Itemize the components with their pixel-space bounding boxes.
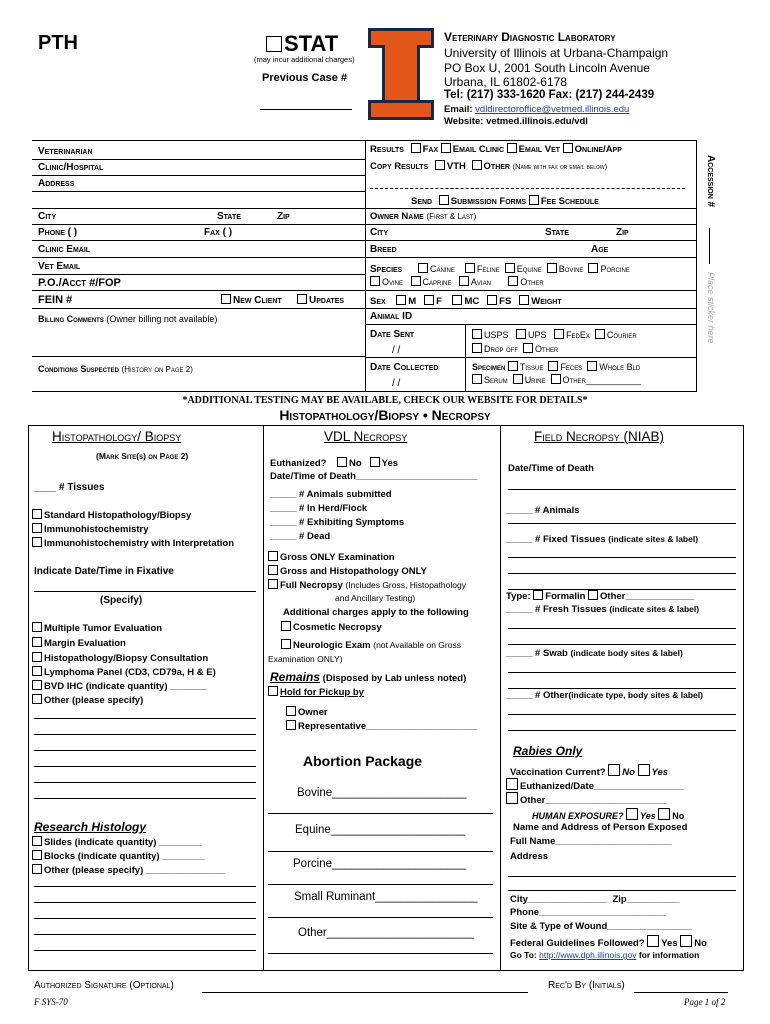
rule-line	[32, 356, 365, 357]
histo-tissues[interactable]: ____ # Tissues	[34, 482, 105, 493]
phone-label: Phone ( )	[38, 227, 78, 238]
rule-line	[508, 688, 736, 689]
lab-email-row	[444, 104, 629, 115]
vdl-remains: Remains (Disposed by Lab unless noted)	[270, 670, 467, 684]
vdl-cosmetic[interactable]: Cosmetic Necropsy	[281, 621, 382, 633]
shipping-row1: USPS UPS FedEx Courier	[472, 329, 637, 340]
email-label: Email:	[444, 104, 473, 115]
checkbox[interactable]	[268, 551, 278, 561]
owner-name-row: Owner Name (First & Last)	[370, 211, 477, 222]
histo-extra-lymphoma[interactable]: Lymphoma Panel (CD3, CD79a, H & E)	[32, 666, 216, 678]
type-other-checkbox[interactable]	[588, 590, 598, 600]
checkbox[interactable]	[595, 329, 605, 339]
divider-line	[696, 140, 697, 392]
checkbox[interactable]	[506, 778, 518, 790]
vdl-gross-histo[interactable]: Gross and Histopathology ONLY	[268, 565, 427, 577]
vdl-full-note2: and Ancillary Testing)	[335, 593, 416, 603]
full-name-row[interactable]: Full Name______________________	[510, 836, 672, 847]
vdl-euthanized-row: Euthanized? No Yes	[270, 458, 399, 469]
vdl-count-animals[interactable]: _____ # Animals submitted	[270, 489, 392, 500]
signature-label-row: Authorized Signature (Optional)	[34, 980, 174, 991]
checkbox[interactable]	[370, 276, 380, 286]
recd-label-row: Rec'd By (Initials)	[548, 980, 625, 991]
checkbox[interactable]	[519, 295, 529, 305]
checkbox[interactable]	[508, 276, 518, 286]
city-label: City	[38, 211, 57, 222]
address-label-field: Address	[510, 851, 549, 862]
vdl-count-dead[interactable]: _____ # Dead	[270, 531, 331, 542]
owner-state-label: State	[545, 227, 569, 238]
results-fax-checkbox[interactable]	[411, 143, 421, 153]
histo-title: Histopathology/ Biopsy	[52, 429, 182, 444]
field-other[interactable]: _____ # Other(indicate type, body sites & label)	[506, 690, 703, 701]
lab-website-row	[444, 116, 588, 127]
results-email-vet-checkbox[interactable]	[507, 143, 517, 153]
checkbox[interactable]	[281, 621, 291, 631]
rule-line	[508, 523, 736, 524]
human-exposure-row: HUMAN EXPOSURE? Yes No	[532, 808, 684, 821]
form-code: PTH	[38, 32, 78, 54]
new-client-checkbox[interactable]: New Client	[221, 294, 282, 306]
checkbox[interactable]	[281, 639, 291, 649]
lab-line1: University of Illinois at Urbana-Champaign	[444, 46, 669, 60]
divider-line	[500, 425, 501, 971]
rule-line	[268, 953, 493, 954]
exposure-yes-checkbox[interactable]	[626, 808, 638, 820]
rule-line	[34, 766, 256, 767]
vdl-representative[interactable]: Representative_____________________	[286, 720, 477, 732]
vdl-additional: Additional charges apply to the following	[283, 607, 469, 618]
rule-line	[34, 718, 256, 719]
rule-line	[365, 208, 696, 209]
checkbox[interactable]	[32, 637, 42, 647]
research-other[interactable]: Other (please specify) _______________	[32, 864, 225, 876]
field-title: Field Necropsy (NIAB)	[534, 429, 665, 444]
divider-line	[365, 140, 366, 392]
checkbox[interactable]	[32, 836, 42, 846]
vdl-death-row[interactable]: Date/Time of Death_______________________	[270, 471, 478, 482]
page-number: Page 1 of 2	[684, 997, 726, 1007]
breed-label: Breed	[370, 244, 397, 255]
dph-link[interactable]: http://www.dph.illinois.gov	[539, 950, 637, 960]
date-sent-label: Date Sent	[370, 329, 415, 340]
divider-line	[28, 425, 29, 971]
rabies-other[interactable]: Other_______________________	[506, 792, 667, 806]
specimen-row1: Specimen Tissue Feces Whole Bld	[472, 362, 641, 372]
po-label: P.O./Acct #/FOP	[38, 277, 121, 289]
updates-checkbox[interactable]: Updates	[297, 294, 344, 306]
federal-row: Federal Guidelines Followed? Yes No	[510, 935, 707, 949]
vdl-full[interactable]: Full Necropsy (Includes Gross, Histopathology	[268, 579, 466, 591]
rule-line	[508, 714, 736, 715]
checkbox[interactable]	[505, 263, 515, 273]
checkbox[interactable]	[32, 622, 42, 632]
checkbox[interactable]	[506, 792, 518, 804]
copy-other-checkbox[interactable]	[472, 160, 482, 170]
rule-line	[32, 308, 365, 309]
histo-extra-bvd[interactable]: BVD IHC (indicate quantity) _______	[32, 680, 207, 692]
checkbox[interactable]	[32, 680, 42, 690]
rule-line	[34, 782, 256, 783]
rule-line	[34, 734, 256, 735]
checkbox[interactable]	[588, 263, 598, 273]
vdl-count-herd[interactable]: _____ # In Herd/Flock	[270, 503, 368, 514]
histo-fixative: Indicate Date/Time in Fixative	[34, 566, 174, 577]
histo-extra-tumor[interactable]: Multiple Tumor Evaluation	[32, 622, 162, 634]
send-fee-checkbox[interactable]	[529, 195, 539, 205]
form-number: F SYS-70	[34, 997, 68, 1007]
rule-line	[32, 274, 365, 275]
checkbox[interactable]	[523, 343, 533, 353]
vdl-count-symptoms[interactable]: _____ # Exhibiting Symptoms	[270, 517, 405, 528]
abortion-other[interactable]: Other_______________________	[298, 927, 474, 939]
lab-line2: PO Box U, 2001 South Lincoln Avenue	[444, 61, 650, 75]
conditions-suspected	[38, 364, 193, 374]
rule-line	[365, 357, 696, 358]
histo-specify: (Specify)	[100, 595, 143, 606]
specimen-row2: Serum Urine Other___________	[472, 374, 641, 385]
rule-line	[32, 257, 365, 258]
rule-line	[365, 240, 696, 241]
checkbox[interactable]	[513, 374, 523, 384]
rabies-wound-row[interactable]: Site & Type of Wound________________	[510, 921, 692, 932]
copy-results-row: Copy Results VTH Other (Name with fax or email below)	[370, 161, 608, 172]
checkbox[interactable]	[516, 329, 526, 339]
checkbox[interactable]	[548, 361, 558, 371]
species-options-row2: Ovine Caprine Avian Other	[370, 276, 544, 287]
owner-city-label: City	[370, 227, 389, 238]
billing-comments	[38, 314, 217, 324]
rule-line	[32, 159, 365, 160]
vet-email-label: Vet Email	[38, 261, 81, 272]
rule-line	[28, 425, 744, 426]
rabies-city-row[interactable]: City_______________ Zip__________	[510, 894, 680, 905]
rule-line	[34, 750, 256, 751]
histo-option-ihc[interactable]: Immunohistochemistry	[32, 523, 149, 535]
rule-line	[32, 208, 365, 209]
results-row: Results Fax Email Clinic Email Vet Online/App	[370, 144, 622, 155]
zip-label: Zip	[277, 211, 290, 222]
vdl-owner[interactable]: Owner	[286, 706, 328, 718]
federal-no-checkbox[interactable]	[680, 935, 692, 947]
checkbox[interactable]	[32, 509, 42, 519]
rule-line	[370, 188, 685, 189]
rule-line	[508, 489, 736, 490]
send-row: Send Submission Forms Fee Schedule	[411, 196, 599, 207]
checkbox[interactable]	[268, 565, 278, 575]
checkbox[interactable]	[32, 694, 42, 704]
vdl-gross-only[interactable]: Gross ONLY Examination	[268, 551, 395, 563]
rabies-euthanized[interactable]: Euthanized/Date_________________	[506, 778, 684, 792]
field-fixed[interactable]: _____ # Fixed Tissues (indicate sites & label)	[506, 534, 699, 545]
rule-line	[508, 730, 736, 731]
checkbox[interactable]	[286, 706, 296, 716]
rule-line	[34, 950, 256, 951]
rule-line	[508, 890, 736, 891]
checkbox[interactable]	[32, 523, 42, 533]
previous-case-field[interactable]	[260, 109, 352, 110]
divider-line	[709, 228, 710, 264]
vacc-no-checkbox[interactable]	[608, 764, 620, 776]
rule-line	[268, 917, 493, 918]
stat-checkbox[interactable]	[266, 31, 338, 57]
results-email-clinic-checkbox[interactable]	[441, 143, 451, 153]
owner-zip-label: Zip	[616, 227, 629, 238]
rule-line	[268, 884, 493, 885]
rule-line	[34, 591, 256, 592]
histo-mark-sites: (Mark Site(s) on Page 2)	[96, 451, 189, 461]
lab-website: vetmed.illinois.edu/vdl	[486, 116, 588, 127]
lab-name: Veterinary Diagnostic Laboratory	[444, 30, 616, 44]
shipping-row2: Drop off Other	[472, 343, 558, 354]
age-label: Age	[591, 244, 609, 255]
field-death: Date/Time of Death	[508, 463, 594, 474]
checkbox[interactable]	[508, 361, 518, 371]
stat-note: (may incur additional charges)	[254, 55, 355, 64]
checkbox[interactable]	[32, 652, 42, 662]
clinic-label: Clinic/Hospital	[38, 162, 104, 173]
lab-line3: Urbana, IL 61802-6178	[444, 75, 567, 89]
checkbox[interactable]	[472, 343, 482, 353]
checkbox[interactable]	[472, 329, 482, 339]
checkbox[interactable]	[459, 276, 469, 286]
exposure-no-checkbox[interactable]	[658, 808, 670, 820]
checkbox[interactable]	[411, 276, 421, 286]
go-to-row: Go To: http://www.dph.illinois.gov for information	[510, 950, 700, 960]
checkbox[interactable]	[396, 295, 406, 305]
abortion-equine[interactable]: Equine_____________________	[295, 824, 466, 836]
rule-line	[508, 672, 736, 673]
exposed-person-label: Name and Address of Person Exposed	[513, 822, 688, 833]
abortion-porcine[interactable]: Porcine_____________________	[293, 858, 467, 870]
clinic-email-label: Clinic Email	[38, 244, 91, 255]
divider-line	[263, 425, 264, 971]
checkbox[interactable]	[32, 537, 42, 547]
field-swab[interactable]: _____ # Swab (indicate body sites & label)	[506, 648, 683, 659]
checkbox[interactable]	[32, 850, 42, 860]
histo-option-standard[interactable]: Standard Histopathology/Biopsy	[32, 509, 191, 521]
lab-email-link[interactable]: vdldirectoroffice@vetmed.illinois.edu	[475, 104, 630, 115]
state-label: State	[217, 211, 241, 222]
federal-yes-checkbox[interactable]	[647, 935, 659, 947]
field-type-row: Type: Formalin Other_____________	[506, 591, 695, 602]
sex-row: Sex M F MC FS Weight	[370, 296, 562, 307]
vdl-neuro-note2: Examination ONLY)	[268, 654, 343, 664]
rule-line	[508, 573, 736, 574]
sticker-placeholder[interactable]: Place sticker here	[706, 272, 716, 344]
conditions-label: Conditions Suspected	[38, 364, 120, 374]
recd-field[interactable]	[634, 992, 728, 993]
field-fresh[interactable]: _____ # Fresh Tissues (indicate sites & label)	[506, 604, 700, 615]
rabies-title: Rabies Only	[513, 744, 583, 758]
histo-option-ihc-interp[interactable]: Immunohistochemistry with Interpretation	[32, 537, 234, 549]
veterinarian-label: Veterinarian	[38, 146, 93, 157]
rule-line	[32, 140, 696, 141]
checkbox[interactable]	[268, 579, 278, 589]
checkbox[interactable]	[465, 263, 475, 273]
rule-line	[268, 851, 493, 852]
abortion-title: Abortion Package	[303, 753, 423, 769]
rule-line	[34, 918, 256, 919]
checkbox[interactable]	[452, 295, 462, 305]
billing-label: Billing Comments	[38, 314, 104, 324]
rule-line	[32, 290, 365, 291]
rabies-phone-row[interactable]: Phone________________________	[510, 907, 666, 918]
checkbox[interactable]	[424, 295, 434, 305]
euth-yes-checkbox[interactable]	[370, 457, 380, 467]
rule-line	[365, 257, 696, 258]
rule-line	[34, 886, 256, 887]
fax-label: Fax ( )	[204, 227, 233, 238]
checkbox[interactable]	[554, 329, 564, 339]
checkbox[interactable]	[547, 263, 557, 273]
checkbox[interactable]	[32, 666, 42, 676]
copy-vth-checkbox[interactable]	[435, 160, 445, 170]
rule-line	[365, 290, 696, 291]
send-forms-checkbox[interactable]	[439, 195, 449, 205]
accession-label: Accession #	[705, 155, 716, 208]
abortion-small-ruminant[interactable]: Small Ruminant________________	[294, 891, 478, 903]
rule-line	[32, 224, 365, 225]
rule-line	[365, 324, 696, 325]
vacc-yes-checkbox[interactable]	[638, 764, 650, 776]
results-online-checkbox[interactable]	[563, 143, 573, 153]
checkbox[interactable]	[487, 295, 497, 305]
euth-no-checkbox[interactable]	[337, 457, 347, 467]
vdl-hold-pickup[interactable]: Hold for Pickup by	[268, 686, 364, 698]
rule-line	[34, 902, 256, 903]
conditions-note: (History on Page 2)	[121, 365, 193, 374]
vdl-neuro[interactable]: Neurologic Exam (not Available on Gross	[281, 639, 461, 651]
billing-note: (Owner billing not available)	[106, 314, 218, 324]
fein-label: FEIN #	[38, 294, 73, 306]
histo-extra-other[interactable]: Other (please specify)	[32, 694, 143, 706]
checkbox[interactable]	[221, 294, 231, 304]
animal-id-label: Animal ID	[370, 311, 413, 322]
species-options-row1: Canine Feline Equine Bovine Porcine	[418, 263, 630, 274]
rule-line	[34, 934, 256, 935]
research-title: Research Histology	[34, 820, 147, 834]
field-animals[interactable]: _____ # Animals	[506, 505, 580, 516]
stat-box[interactable]	[266, 36, 282, 52]
section-title: Histopathology/Biopsy • Necropsy	[279, 407, 491, 423]
website-label: Website:	[444, 116, 484, 127]
rule-line	[32, 175, 365, 176]
rule-line	[268, 813, 493, 814]
research-slides[interactable]: Slides (indicate quantity) ________	[32, 836, 201, 848]
rule-line	[32, 240, 365, 241]
date-collected-slashes[interactable]: / /	[392, 378, 401, 389]
abortion-bovine[interactable]: Bovine_____________________	[297, 787, 467, 799]
rule-line	[34, 798, 256, 799]
previous-case-label: Previous Case #	[262, 72, 347, 84]
address-label: Address	[38, 178, 75, 189]
date-sent-slashes[interactable]: / /	[392, 345, 401, 356]
vdl-title: VDL Necropsy	[324, 429, 408, 444]
rule-line	[28, 970, 744, 971]
checkbox[interactable]	[472, 374, 482, 384]
rule-line	[508, 628, 736, 629]
rule-line	[508, 557, 736, 558]
research-blocks[interactable]: Blocks (indicate quantity) ________	[32, 850, 205, 862]
histo-extra-margin[interactable]: Margin Evaluation	[32, 637, 126, 649]
rule-line	[508, 644, 736, 645]
stat-label: STAT	[284, 31, 339, 56]
checkbox[interactable]	[286, 720, 296, 730]
histo-extra-consult[interactable]: Histopathology/Biopsy Consultation	[32, 652, 208, 664]
signature-field[interactable]	[202, 992, 528, 993]
rabies-vaccination-row: Vaccination Current? No Yes	[510, 764, 668, 778]
checkbox[interactable]	[297, 294, 307, 304]
checkbox[interactable]	[32, 864, 42, 874]
rule-line	[365, 224, 696, 225]
rule-line	[365, 308, 696, 309]
formalin-checkbox[interactable]	[533, 590, 543, 600]
checkbox[interactable]	[268, 686, 278, 696]
rule-line	[32, 391, 696, 392]
checkbox[interactable]	[587, 361, 597, 371]
date-collected-label: Date Collected	[370, 362, 439, 373]
lab-phone: Tel: (217) 333-1620 Fax: (217) 244-2439	[444, 89, 655, 101]
checkbox[interactable]	[418, 263, 428, 273]
species-label: Species	[370, 264, 403, 275]
divider-line	[743, 425, 744, 971]
notice: *ADDITIONAL TESTING MAY BE AVAILABLE, CHECK OUR WEBSITE FOR DETAILS*	[182, 395, 588, 406]
rule-line	[508, 876, 736, 877]
rule-line	[32, 191, 365, 192]
checkbox[interactable]	[551, 374, 561, 384]
